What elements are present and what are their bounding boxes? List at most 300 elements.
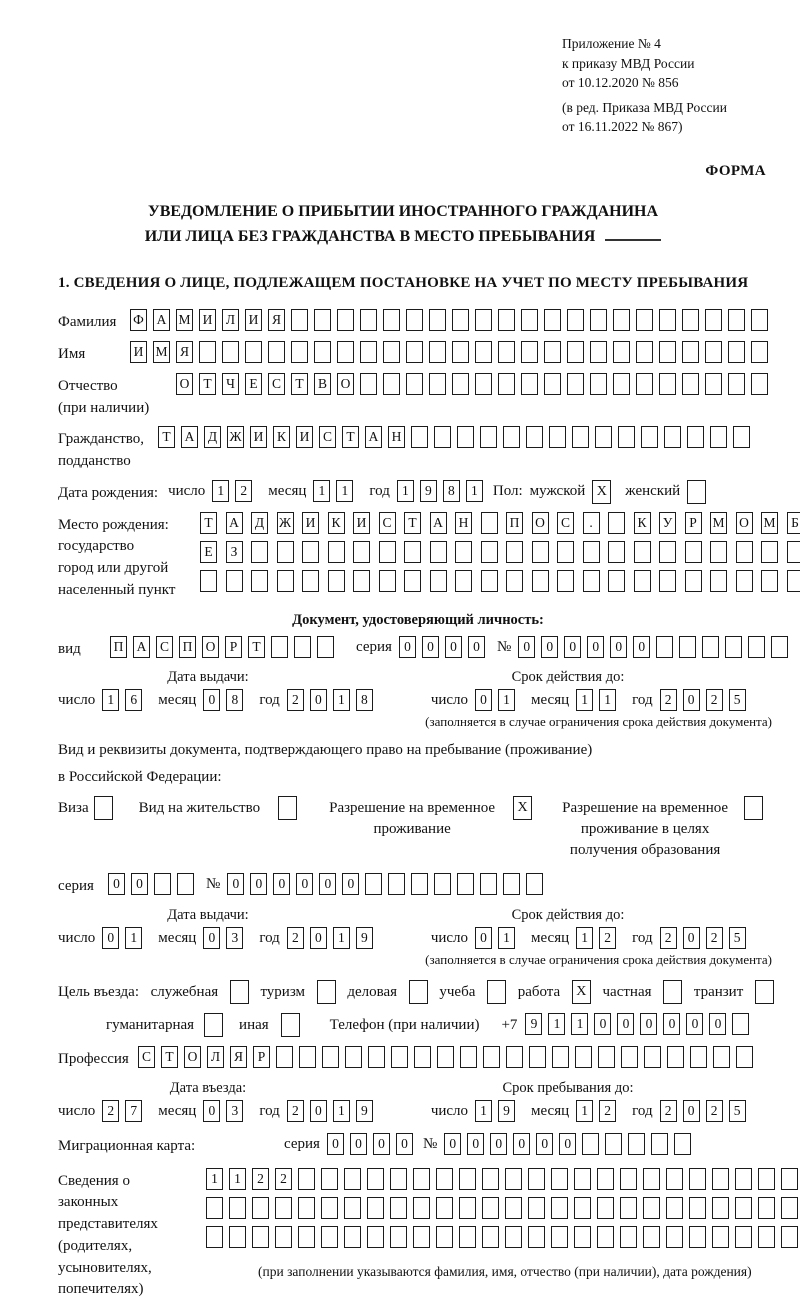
- char-cell[interactable]: 0: [273, 873, 290, 895]
- purpose-other-checkbox[interactable]: [281, 1013, 300, 1037]
- char-cell[interactable]: [664, 426, 681, 448]
- char-cell[interactable]: М: [153, 341, 170, 363]
- char-cell[interactable]: [321, 1197, 338, 1219]
- purpose-work-checkbox[interactable]: X: [572, 980, 591, 1004]
- char-cell[interactable]: [429, 373, 446, 395]
- char-cell[interactable]: 2: [706, 927, 723, 949]
- char-cell[interactable]: [710, 570, 727, 592]
- char-cell[interactable]: [574, 1197, 591, 1219]
- char-cell[interactable]: [732, 1013, 749, 1035]
- char-cell[interactable]: 9: [525, 1013, 542, 1035]
- char-cell[interactable]: 1: [498, 689, 515, 711]
- char-cell[interactable]: [666, 1197, 683, 1219]
- char-cell[interactable]: [436, 1197, 453, 1219]
- char-cell[interactable]: [229, 1197, 246, 1219]
- char-cell[interactable]: [634, 541, 651, 563]
- char-cell[interactable]: [365, 873, 382, 895]
- char-cell[interactable]: [314, 309, 331, 331]
- char-cell[interactable]: [276, 1046, 293, 1068]
- char-cell[interactable]: 1: [229, 1168, 246, 1190]
- char-cell[interactable]: [298, 1197, 315, 1219]
- char-cell[interactable]: [712, 1168, 729, 1190]
- char-cell[interactable]: А: [365, 426, 382, 448]
- char-cell[interactable]: [705, 341, 722, 363]
- char-cell[interactable]: [506, 1046, 523, 1068]
- char-cell[interactable]: [298, 1226, 315, 1248]
- char-cell[interactable]: Т: [404, 512, 421, 534]
- form-number-blank[interactable]: [605, 228, 661, 241]
- char-cell[interactable]: И: [353, 512, 370, 534]
- char-cell[interactable]: [429, 309, 446, 331]
- char-cell[interactable]: 2: [660, 1100, 677, 1122]
- char-cell[interactable]: Л: [207, 1046, 224, 1068]
- char-cell[interactable]: 2: [660, 927, 677, 949]
- char-cell[interactable]: [245, 341, 262, 363]
- char-cell[interactable]: [567, 341, 584, 363]
- char-cell[interactable]: 0: [633, 636, 650, 658]
- char-cell[interactable]: [544, 341, 561, 363]
- char-cell[interactable]: 0: [468, 636, 485, 658]
- char-cell[interactable]: [598, 1046, 615, 1068]
- purpose-business-checkbox[interactable]: [409, 980, 428, 1004]
- birthplace-grid-row3[interactable]: [200, 570, 800, 592]
- char-cell[interactable]: [575, 1046, 592, 1068]
- char-cell[interactable]: [620, 1226, 637, 1248]
- char-cell[interactable]: [252, 1226, 269, 1248]
- char-cell[interactable]: М: [710, 512, 727, 534]
- char-cell[interactable]: [659, 541, 676, 563]
- char-cell[interactable]: [710, 541, 727, 563]
- char-cell[interactable]: [528, 1226, 545, 1248]
- char-cell[interactable]: [613, 373, 630, 395]
- char-cell[interactable]: Л: [222, 309, 239, 331]
- char-cell[interactable]: [480, 873, 497, 895]
- char-cell[interactable]: 1: [313, 480, 330, 502]
- purpose-study-checkbox[interactable]: [487, 980, 506, 1004]
- char-cell[interactable]: [506, 541, 523, 563]
- char-cell[interactable]: 0: [490, 1133, 507, 1155]
- char-cell[interactable]: 5: [729, 927, 746, 949]
- char-cell[interactable]: [690, 1046, 707, 1068]
- purpose-humanitarian-checkbox[interactable]: [204, 1013, 223, 1037]
- char-cell[interactable]: [636, 341, 653, 363]
- char-cell[interactable]: [557, 541, 574, 563]
- char-cell[interactable]: [659, 309, 676, 331]
- char-cell[interactable]: [551, 1226, 568, 1248]
- char-cell[interactable]: [644, 1046, 661, 1068]
- purpose-transit-checkbox[interactable]: [755, 980, 774, 1004]
- char-cell[interactable]: [761, 541, 778, 563]
- char-cell[interactable]: 9: [356, 927, 373, 949]
- char-cell[interactable]: [367, 1197, 384, 1219]
- char-cell[interactable]: [751, 309, 768, 331]
- char-cell[interactable]: [368, 1046, 385, 1068]
- char-cell[interactable]: [551, 1197, 568, 1219]
- char-cell[interactable]: И: [296, 426, 313, 448]
- char-cell[interactable]: [344, 1226, 361, 1248]
- char-cell[interactable]: [460, 1046, 477, 1068]
- char-cell[interactable]: [636, 309, 653, 331]
- char-cell[interactable]: [608, 570, 625, 592]
- char-cell[interactable]: Я: [176, 341, 193, 363]
- char-cell[interactable]: 2: [706, 689, 723, 711]
- char-cell[interactable]: Н: [388, 426, 405, 448]
- char-cell[interactable]: [226, 570, 243, 592]
- char-cell[interactable]: Я: [230, 1046, 247, 1068]
- char-cell[interactable]: [498, 341, 515, 363]
- char-cell[interactable]: А: [181, 426, 198, 448]
- char-cell[interactable]: И: [250, 426, 267, 448]
- char-cell[interactable]: [521, 341, 538, 363]
- char-cell[interactable]: [771, 636, 788, 658]
- char-cell[interactable]: 0: [203, 689, 220, 711]
- char-cell[interactable]: 0: [327, 1133, 344, 1155]
- char-cell[interactable]: [682, 373, 699, 395]
- char-cell[interactable]: 0: [422, 636, 439, 658]
- char-cell[interactable]: 1: [576, 1100, 593, 1122]
- char-cell[interactable]: [452, 309, 469, 331]
- char-cell[interactable]: [725, 636, 742, 658]
- char-cell[interactable]: [404, 541, 421, 563]
- char-cell[interactable]: 2: [660, 689, 677, 711]
- char-cell[interactable]: [787, 541, 800, 563]
- char-cell[interactable]: [736, 1046, 753, 1068]
- char-cell[interactable]: 2: [287, 1100, 304, 1122]
- char-cell[interactable]: [552, 1046, 569, 1068]
- char-cell[interactable]: [590, 373, 607, 395]
- char-cell[interactable]: [710, 426, 727, 448]
- char-cell[interactable]: 0: [445, 636, 462, 658]
- id-valid-month-grid[interactable]: [576, 689, 622, 711]
- char-cell[interactable]: Т: [342, 426, 359, 448]
- char-cell[interactable]: [532, 570, 549, 592]
- char-cell[interactable]: [567, 309, 584, 331]
- phone-grid[interactable]: [525, 1013, 755, 1035]
- char-cell[interactable]: [360, 309, 377, 331]
- char-cell[interactable]: [659, 373, 676, 395]
- char-cell[interactable]: В: [314, 373, 331, 395]
- char-cell[interactable]: 0: [319, 873, 336, 895]
- char-cell[interactable]: [302, 541, 319, 563]
- char-cell[interactable]: 2: [287, 927, 304, 949]
- char-cell[interactable]: [360, 341, 377, 363]
- char-cell[interactable]: [685, 541, 702, 563]
- char-cell[interactable]: [781, 1168, 798, 1190]
- char-cell[interactable]: [455, 541, 472, 563]
- stay-valid-year-grid[interactable]: [660, 927, 752, 949]
- char-cell[interactable]: 1: [571, 1013, 588, 1035]
- stay-valid-day-grid[interactable]: [475, 927, 521, 949]
- char-cell[interactable]: [452, 341, 469, 363]
- char-cell[interactable]: К: [328, 512, 345, 534]
- char-cell[interactable]: 0: [559, 1133, 576, 1155]
- patronymic-input-grid[interactable]: [176, 373, 774, 395]
- char-cell[interactable]: [480, 426, 497, 448]
- char-cell[interactable]: 0: [640, 1013, 657, 1035]
- char-cell[interactable]: [651, 1133, 668, 1155]
- char-cell[interactable]: Б: [787, 512, 800, 534]
- char-cell[interactable]: [583, 570, 600, 592]
- char-cell[interactable]: 0: [564, 636, 581, 658]
- char-cell[interactable]: [177, 873, 194, 895]
- char-cell[interactable]: 0: [444, 1133, 461, 1155]
- char-cell[interactable]: [544, 309, 561, 331]
- birth-year-grid[interactable]: [397, 480, 489, 502]
- char-cell[interactable]: [735, 1168, 752, 1190]
- char-cell[interactable]: [567, 373, 584, 395]
- char-cell[interactable]: 1: [475, 1100, 492, 1122]
- char-cell[interactable]: [702, 636, 719, 658]
- char-cell[interactable]: [459, 1226, 476, 1248]
- char-cell[interactable]: П: [506, 512, 523, 534]
- char-cell[interactable]: [526, 873, 543, 895]
- char-cell[interactable]: Я: [268, 309, 285, 331]
- id-issue-day-grid[interactable]: [102, 689, 148, 711]
- char-cell[interactable]: [618, 426, 635, 448]
- char-cell[interactable]: 0: [663, 1013, 680, 1035]
- char-cell[interactable]: 0: [513, 1133, 530, 1155]
- char-cell[interactable]: [506, 570, 523, 592]
- char-cell[interactable]: [761, 570, 778, 592]
- char-cell[interactable]: [685, 570, 702, 592]
- char-cell[interactable]: [404, 570, 421, 592]
- char-cell[interactable]: [781, 1197, 798, 1219]
- char-cell[interactable]: [758, 1226, 775, 1248]
- char-cell[interactable]: [345, 1046, 362, 1068]
- char-cell[interactable]: [613, 341, 630, 363]
- char-cell[interactable]: 1: [498, 927, 515, 949]
- char-cell[interactable]: [275, 1226, 292, 1248]
- char-cell[interactable]: [429, 341, 446, 363]
- female-checkbox[interactable]: [687, 480, 706, 504]
- char-cell[interactable]: 9: [498, 1100, 515, 1122]
- char-cell[interactable]: 2: [235, 480, 252, 502]
- char-cell[interactable]: [597, 1197, 614, 1219]
- char-cell[interactable]: Т: [158, 426, 175, 448]
- char-cell[interactable]: 5: [729, 1100, 746, 1122]
- char-cell[interactable]: 0: [102, 927, 119, 949]
- char-cell[interactable]: [436, 1168, 453, 1190]
- char-cell[interactable]: [557, 570, 574, 592]
- char-cell[interactable]: 0: [686, 1013, 703, 1035]
- char-cell[interactable]: [590, 341, 607, 363]
- char-cell[interactable]: К: [273, 426, 290, 448]
- char-cell[interactable]: [482, 1197, 499, 1219]
- char-cell[interactable]: [475, 341, 492, 363]
- char-cell[interactable]: [712, 1197, 729, 1219]
- char-cell[interactable]: 1: [333, 1100, 350, 1122]
- representatives-grid-row2[interactable]: [206, 1197, 800, 1219]
- char-cell[interactable]: Т: [161, 1046, 178, 1068]
- char-cell[interactable]: [154, 873, 171, 895]
- char-cell[interactable]: [222, 341, 239, 363]
- char-cell[interactable]: [528, 1168, 545, 1190]
- char-cell[interactable]: [353, 541, 370, 563]
- residence-permit-checkbox[interactable]: [278, 796, 297, 820]
- char-cell[interactable]: 8: [226, 689, 243, 711]
- char-cell[interactable]: [751, 373, 768, 395]
- char-cell[interactable]: [367, 1168, 384, 1190]
- char-cell[interactable]: [521, 309, 538, 331]
- id-valid-year-grid[interactable]: [660, 689, 752, 711]
- char-cell[interactable]: [705, 309, 722, 331]
- char-cell[interactable]: О: [184, 1046, 201, 1068]
- char-cell[interactable]: [367, 1226, 384, 1248]
- char-cell[interactable]: [620, 1197, 637, 1219]
- char-cell[interactable]: Т: [199, 373, 216, 395]
- char-cell[interactable]: [590, 309, 607, 331]
- entry-month-grid[interactable]: [203, 1100, 249, 1122]
- stay-series-grid[interactable]: [108, 873, 200, 895]
- char-cell[interactable]: 0: [709, 1013, 726, 1035]
- char-cell[interactable]: Т: [200, 512, 217, 534]
- char-cell[interactable]: [758, 1197, 775, 1219]
- char-cell[interactable]: [406, 373, 423, 395]
- char-cell[interactable]: [781, 1226, 798, 1248]
- char-cell[interactable]: 7: [125, 1100, 142, 1122]
- char-cell[interactable]: 0: [296, 873, 313, 895]
- char-cell[interactable]: [268, 341, 285, 363]
- char-cell[interactable]: [436, 1226, 453, 1248]
- char-cell[interactable]: [437, 1046, 454, 1068]
- visa-checkbox[interactable]: [94, 796, 113, 820]
- char-cell[interactable]: [549, 426, 566, 448]
- id-valid-day-grid[interactable]: [475, 689, 521, 711]
- citizenship-input-grid[interactable]: [158, 426, 756, 448]
- char-cell[interactable]: [643, 1197, 660, 1219]
- stayuntil-month-grid[interactable]: [576, 1100, 622, 1122]
- char-cell[interactable]: 0: [617, 1013, 634, 1035]
- char-cell[interactable]: 2: [275, 1168, 292, 1190]
- char-cell[interactable]: 0: [396, 1133, 413, 1155]
- char-cell[interactable]: [337, 341, 354, 363]
- char-cell[interactable]: [608, 512, 625, 534]
- char-cell[interactable]: [503, 426, 520, 448]
- char-cell[interactable]: [544, 373, 561, 395]
- char-cell[interactable]: 0: [373, 1133, 390, 1155]
- char-cell[interactable]: Н: [455, 512, 472, 534]
- char-cell[interactable]: 0: [310, 1100, 327, 1122]
- char-cell[interactable]: Р: [685, 512, 702, 534]
- char-cell[interactable]: [713, 1046, 730, 1068]
- char-cell[interactable]: [314, 341, 331, 363]
- char-cell[interactable]: 3: [226, 927, 243, 949]
- char-cell[interactable]: [498, 373, 515, 395]
- char-cell[interactable]: [583, 541, 600, 563]
- char-cell[interactable]: [748, 636, 765, 658]
- char-cell[interactable]: [390, 1197, 407, 1219]
- char-cell[interactable]: 1: [333, 927, 350, 949]
- char-cell[interactable]: [414, 1046, 431, 1068]
- char-cell[interactable]: 0: [518, 636, 535, 658]
- char-cell[interactable]: [597, 1226, 614, 1248]
- char-cell[interactable]: [735, 1197, 752, 1219]
- char-cell[interactable]: Ф: [130, 309, 147, 331]
- char-cell[interactable]: [666, 1226, 683, 1248]
- char-cell[interactable]: 0: [610, 636, 627, 658]
- char-cell[interactable]: И: [245, 309, 262, 331]
- surname-input-grid[interactable]: [130, 309, 774, 331]
- char-cell[interactable]: [475, 373, 492, 395]
- char-cell[interactable]: Т: [248, 636, 265, 658]
- char-cell[interactable]: [452, 373, 469, 395]
- char-cell[interactable]: [271, 636, 288, 658]
- char-cell[interactable]: 0: [683, 927, 700, 949]
- char-cell[interactable]: [505, 1226, 522, 1248]
- char-cell[interactable]: И: [302, 512, 319, 534]
- char-cell[interactable]: 0: [536, 1133, 553, 1155]
- char-cell[interactable]: [628, 1133, 645, 1155]
- purpose-service-checkbox[interactable]: [230, 980, 249, 1004]
- char-cell[interactable]: [482, 1226, 499, 1248]
- char-cell[interactable]: [390, 1226, 407, 1248]
- char-cell[interactable]: К: [634, 512, 651, 534]
- char-cell[interactable]: [751, 341, 768, 363]
- char-cell[interactable]: [529, 1046, 546, 1068]
- stayuntil-year-grid[interactable]: [660, 1100, 752, 1122]
- purpose-tourism-checkbox[interactable]: [317, 980, 336, 1004]
- char-cell[interactable]: [682, 309, 699, 331]
- char-cell[interactable]: [608, 541, 625, 563]
- char-cell[interactable]: [302, 570, 319, 592]
- char-cell[interactable]: [481, 570, 498, 592]
- char-cell[interactable]: Е: [200, 541, 217, 563]
- char-cell[interactable]: [475, 309, 492, 331]
- char-cell[interactable]: [728, 309, 745, 331]
- char-cell[interactable]: [457, 426, 474, 448]
- char-cell[interactable]: [251, 541, 268, 563]
- id-number-grid[interactable]: [518, 636, 794, 658]
- char-cell[interactable]: Ч: [222, 373, 239, 395]
- char-cell[interactable]: З: [226, 541, 243, 563]
- char-cell[interactable]: [406, 309, 423, 331]
- char-cell[interactable]: 2: [599, 1100, 616, 1122]
- mig-number-grid[interactable]: [444, 1133, 697, 1155]
- name-input-grid[interactable]: [130, 341, 774, 363]
- char-cell[interactable]: Т: [291, 373, 308, 395]
- char-cell[interactable]: О: [532, 512, 549, 534]
- char-cell[interactable]: 0: [683, 1100, 700, 1122]
- char-cell[interactable]: 1: [125, 927, 142, 949]
- char-cell[interactable]: [620, 1168, 637, 1190]
- stay-issue-month-grid[interactable]: [203, 927, 249, 949]
- char-cell[interactable]: 0: [683, 689, 700, 711]
- char-cell[interactable]: [787, 570, 800, 592]
- char-cell[interactable]: П: [110, 636, 127, 658]
- char-cell[interactable]: А: [226, 512, 243, 534]
- stay-valid-month-grid[interactable]: [576, 927, 622, 949]
- char-cell[interactable]: С: [557, 512, 574, 534]
- char-cell[interactable]: [613, 309, 630, 331]
- char-cell[interactable]: [379, 541, 396, 563]
- char-cell[interactable]: М: [761, 512, 778, 534]
- char-cell[interactable]: [621, 1046, 638, 1068]
- char-cell[interactable]: [328, 570, 345, 592]
- char-cell[interactable]: 9: [420, 480, 437, 502]
- char-cell[interactable]: 1: [599, 689, 616, 711]
- stay-issue-year-grid[interactable]: [287, 927, 379, 949]
- char-cell[interactable]: 2: [706, 1100, 723, 1122]
- male-checkbox[interactable]: X: [592, 480, 611, 504]
- char-cell[interactable]: 0: [250, 873, 267, 895]
- entry-day-grid[interactable]: [102, 1100, 148, 1122]
- char-cell[interactable]: [636, 373, 653, 395]
- char-cell[interactable]: 1: [336, 480, 353, 502]
- char-cell[interactable]: 1: [212, 480, 229, 502]
- char-cell[interactable]: .: [583, 512, 600, 534]
- char-cell[interactable]: [689, 1197, 706, 1219]
- char-cell[interactable]: [605, 1133, 622, 1155]
